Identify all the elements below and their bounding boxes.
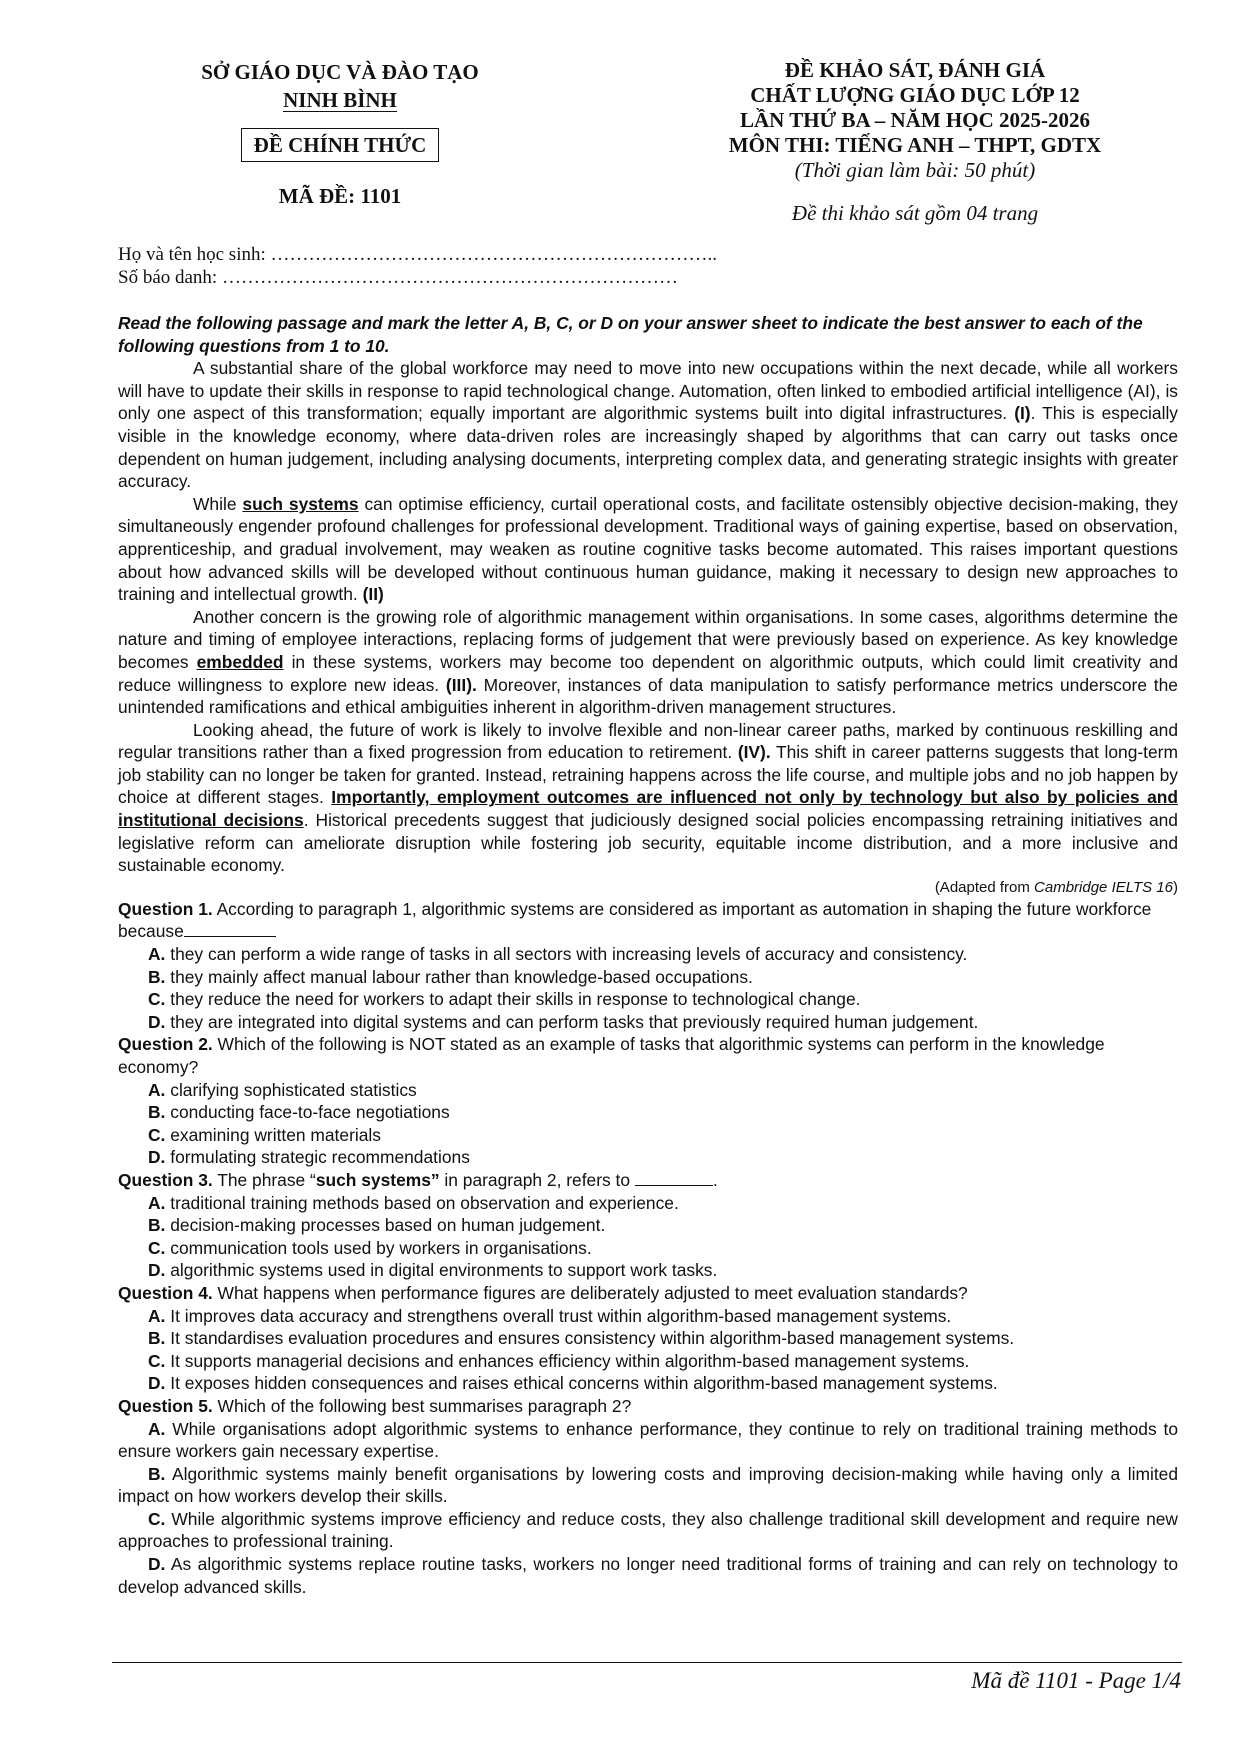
highlight-importantly: Importantly, employment outcomes are influenced not only by technology but also by policies and institutional decisions (118, 787, 1178, 831)
p3-text-b: in these systems, workers may become too dependent on algorithmic outputs, which could limit creativity and reduce willingness to explore new ideas. (118, 651, 1178, 695)
option-1b[interactable] (148, 966, 1178, 989)
option-text: It supports managerial decisions and enhances efficiency within algorithm-based management systems. (170, 1350, 970, 1371)
option-text: formulating strategic recommendations (170, 1147, 470, 1168)
question-text: Which of the following is NOT stated as an example of tasks that algorithmic systems can perform in the knowledge economy? (118, 1034, 1105, 1077)
question-5 (118, 1395, 1178, 1418)
option-2d[interactable] (148, 1146, 1178, 1169)
option-letter: D. (148, 1373, 166, 1394)
passage-source (118, 877, 1178, 898)
option-letter: C. (148, 1124, 166, 1145)
option-text: communication tools used by workers in organisations. (170, 1237, 592, 1258)
option-letter: B. (148, 1463, 166, 1484)
marker-4: (IV). (737, 742, 771, 763)
option-text: decision-making processes based on human judgement. (170, 1215, 606, 1236)
option-letter: C. (148, 989, 166, 1010)
option-letter: A. (148, 1192, 166, 1213)
option-1d[interactable] (148, 1011, 1178, 1034)
option-3c[interactable] (148, 1237, 1178, 1260)
option-text: It standardises evaluation procedures and ensures consistency within algorithm-based management systems. (170, 1328, 1015, 1349)
exam-subject: MÔN THI: TIẾNG ANH – THPT, GDTX (728, 133, 1102, 157)
option-5c[interactable] (118, 1508, 1178, 1553)
question-label: Question 3. (118, 1169, 213, 1190)
option-letter: B. (148, 1328, 166, 1349)
province-name: NINH BÌNH (283, 88, 397, 112)
pages-note: Đề thi khảo sát gồm 04 trang (791, 201, 1039, 225)
option-text: While organisations adopt algorithmic systems to enhance performance, they continue to rely on traditional training methods to ensure workers gain necessary expertise. (118, 1418, 1178, 1462)
exam-title-line1: ĐỀ KHẢO SÁT, ĐÁNH GIÁ (784, 58, 1046, 82)
option-letter: D. (148, 1011, 166, 1032)
option-4b[interactable] (148, 1327, 1178, 1350)
page-footer: Mã đề 1101 - Page 1/4 (971, 1668, 1181, 1693)
option-5a[interactable] (118, 1418, 1178, 1463)
time-note: (Thời gian làm bài: 50 phút) (794, 158, 1036, 182)
option-letter: A. (148, 1305, 166, 1326)
header-right (680, 58, 1150, 226)
p3-text-a: Another concern is the growing role of algorithmic management within organisations. In some cases, algorithms determine the nature and timing of employee interactions, replacing forms of judgement that were previously based on experience. As key knowledge becomes (118, 606, 1178, 672)
question-4 (118, 1282, 1178, 1305)
option-text: As algorithmic systems replace routine tasks, workers no longer need traditional forms of training and can rely on technology to develop advanced skills. (118, 1554, 1179, 1597)
option-letter: B. (148, 966, 166, 987)
question-3: Question 3. The phrase “such systems” in paragraph 2, refers to . (118, 1169, 718, 1190)
option-text: algorithmic systems used in digital environments to support work tasks. (170, 1260, 718, 1281)
option-2c[interactable] (148, 1124, 1178, 1147)
p3-text-c: Moreover, instances of data manipulation to satisfy performance metrics underscore the unintended ramifications and ethical ambiguities inherent in algorithm-driven management structures. (118, 674, 1178, 718)
marker-1: (I) (1014, 403, 1031, 424)
option-letter: A. (148, 1418, 166, 1439)
option-text: traditional training methods based on observation and experience. (170, 1192, 679, 1213)
option-letter: C. (148, 1237, 166, 1258)
option-letter: A. (148, 1079, 166, 1100)
p1-text: A substantial share of the global workforce may need to move into new occupations within the next decade, while all workers will have to update their skills in response to rapid technological change. Automation, often linked to embodied artificial intelligence (AI), is only one aspect of this transformation; equally important are algorithmic systems built into digital infrastructures. (118, 358, 1178, 424)
question-text: According to paragraph 1, algorithmic systems are considered as important as automation in shaping the future workforce because (118, 898, 1152, 942)
question-text-c: in paragraph 2, refers to (439, 1169, 631, 1190)
official-badge: ĐỀ CHÍNH THỨC (241, 128, 440, 162)
answer-blank (184, 922, 276, 937)
option-text: Algorithmic systems mainly benefit organisations by lowering costs and improving decision-making while having only a limited impact on how workers develop their skills. (118, 1463, 1179, 1507)
instruction: Read the following passage and mark the letter A, B, C, or D on your answer sheet to indicate the best answer to each of the following questions from 1 to 10. (118, 313, 1143, 356)
passage-paragraph-2 (118, 493, 1178, 606)
option-5b[interactable] (118, 1463, 1178, 1508)
option-letter: B. (148, 1215, 166, 1236)
option-text: they mainly affect manual labour rather than knowledge-based occupations. (170, 966, 753, 987)
exam-title-line2: CHẤT LƯỢNG GIÁO DỤC LỚP 12 (750, 83, 1080, 107)
option-text: conducting face-to-face negotiations (170, 1102, 450, 1123)
question-text-a: The phrase “ (217, 1169, 316, 1190)
option-text: they reduce the need for workers to adapt their skills in response to technological change. (170, 989, 861, 1010)
option-letter: C. (148, 1350, 166, 1371)
option-4d[interactable] (148, 1372, 1178, 1395)
passage-paragraph-4 (118, 719, 1178, 877)
option-text: examining written materials (170, 1124, 381, 1145)
option-4a[interactable] (148, 1305, 1178, 1328)
p1-text-b: . This is especially visible in the knowledge economy, where data-driven roles are increasingly shaped by algorithms that can carry out tasks once dependent on human judgement, including analysing documents, interpreting complex data, and generating strategic insights with greater accuracy. (118, 403, 1178, 492)
option-5d[interactable] (118, 1553, 1178, 1598)
p2-text-a: While (193, 493, 237, 514)
option-letter: D. (148, 1147, 166, 1168)
exam-content (118, 312, 1178, 1598)
option-letter: D. (148, 1260, 166, 1281)
option-3a[interactable] (148, 1192, 1178, 1215)
option-3d[interactable] (148, 1259, 1178, 1282)
option-text: they are integrated into digital systems and can perform tasks that previously required human judgement. (170, 1011, 979, 1032)
question-label: Question 5. (118, 1395, 213, 1416)
option-letter: B. (148, 1102, 166, 1123)
marker-2: (II) (362, 584, 384, 605)
option-3b[interactable] (148, 1214, 1178, 1237)
header-left (150, 58, 530, 210)
source-suffix: ) (1173, 878, 1178, 896)
student-name-field: Họ và tên học sinh: …………………………………………………………….. (118, 244, 718, 265)
option-letter: C. (148, 1508, 166, 1529)
student-id-field: Số báo danh: ……………………………………………………………… (118, 267, 678, 288)
p4-text-b: This shift in career patterns suggests that long-term job stability can no longer be taken for granted. Instead, retraining happens across the life course, and multiple jobs and no job happen by choice at different stages. (118, 742, 1178, 808)
highlight-embedded: embedded (196, 651, 284, 672)
option-2a[interactable] (148, 1079, 1178, 1102)
passage-paragraph-3 (118, 606, 1178, 719)
option-letter: A. (148, 944, 166, 965)
highlight-such-systems: such systems (242, 493, 359, 514)
department-name: SỞ GIÁO DỤC VÀ ĐÀO TẠO (201, 60, 479, 84)
option-1c[interactable] (148, 988, 1178, 1011)
answer-blank (635, 1171, 713, 1186)
option-text: While algorithmic systems improve efficiency and reduce costs, they also challenge traditional skill development and require new approaches to professional training. (118, 1508, 1178, 1552)
option-text: clarifying sophisticated statistics (170, 1079, 417, 1100)
option-2b[interactable] (148, 1101, 1178, 1124)
question-phrase: such systems” (315, 1169, 440, 1190)
p2-text-b: can optimise efficiency, curtail operational costs, and facilitate ostensibly objective decision-making, they simultaneously engender profound challenges for professional development. Traditional ways of gaining expertise, based on observation, apprenticeship, and gradual involvement, may weaken as routine cognitive tasks become automated. This raises important questions about how advanced skills will be developed without continuous human guidance, making it necessary to design new approaches to training and intellectual growth. (118, 493, 1178, 605)
question-1 (118, 898, 1178, 943)
question-text: Which of the following best summarises paragraph 2? (217, 1395, 632, 1416)
p4-text-c: . Historical precedents suggest that judiciously designed social policies encompassing retraining initiatives and legislative reform can ameliorate disruption while fostering job security, equitable income distribution, and a more inclusive and sustainable economy. (118, 810, 1178, 876)
option-text: It improves data accuracy and strengthens overall trust within algorithm-based management systems. (170, 1305, 952, 1326)
option-text: It exposes hidden consequences and raises ethical concerns within algorithm-based management systems. (170, 1373, 998, 1394)
exam-title-line3: LẦN THỨ BA – NĂM HỌC 2025-2026 (739, 108, 1090, 132)
exam-code: MÃ ĐỀ: 1101 (278, 184, 402, 208)
question-label: Question 2. (118, 1034, 213, 1055)
question-2 (118, 1033, 1178, 1078)
option-1a[interactable] (148, 943, 1178, 966)
question-text: What happens when performance figures are deliberately adjusted to meet evaluation standards? (217, 1282, 968, 1303)
option-letter: D. (148, 1554, 166, 1575)
question-label: Question 1. (118, 898, 213, 919)
option-4c[interactable] (148, 1350, 1178, 1373)
marker-3: (III). (445, 674, 477, 695)
p4-text-a: Looking ahead, the future of work is likely to involve flexible and non-linear career paths, marked by continuous reskilling and regular transitions rather than a fixed progression from education to retirement. (118, 719, 1178, 763)
source-title: Cambridge IELTS 16 (1034, 878, 1173, 896)
source-prefix: (Adapted from (934, 878, 1035, 896)
passage-paragraph-1 (118, 357, 1178, 493)
footer-divider (112, 1662, 1182, 1663)
question-label: Question 4. (118, 1282, 213, 1303)
option-text: they can perform a wide range of tasks in all sectors with increasing levels of accuracy and consistency. (170, 944, 968, 965)
